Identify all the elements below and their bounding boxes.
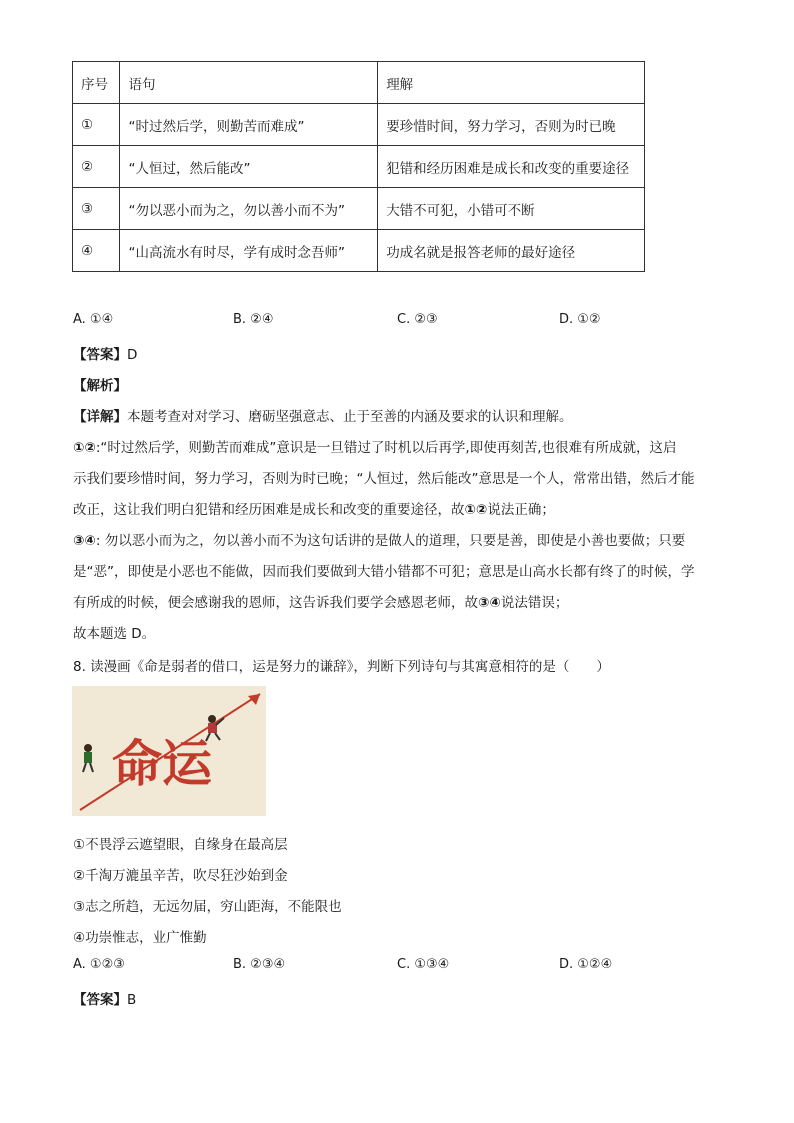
answer-tag: 【答案】 — [73, 992, 127, 1008]
q8-answer — [73, 988, 136, 1008]
cartoon-image — [72, 686, 266, 816]
table-row — [73, 146, 645, 188]
item-ref: ③④ — [73, 533, 96, 549]
answer-value: B — [127, 992, 137, 1008]
explanation-line — [73, 529, 685, 549]
table-header: 序号 — [73, 62, 120, 104]
conclusion: 故本题选 D。 — [73, 626, 156, 642]
table-cell: “人恒过，然后能改” — [120, 146, 378, 188]
option-b: B. ②③④ — [233, 957, 286, 972]
explanation-text: 改正，这让我们明白犯错和经历困难是成长和改变的重要途径，故 — [73, 502, 465, 518]
table-cell: 大错不可犯，小错可不断 — [378, 188, 645, 230]
sentence-table — [72, 61, 645, 272]
table-cell: ③ — [73, 188, 120, 230]
poem-item: ①不畏浮云遮望眼，自缘身在最高层 — [73, 837, 288, 853]
cartoon-text: 命运 — [112, 735, 212, 793]
table-header: 语句 — [120, 62, 378, 104]
q8-stem: 8. 读漫画《命是弱者的借口，运是努力的谦辞》，判断下列诗句与其寓意相符的是（ ） — [73, 659, 610, 675]
q8-options — [73, 957, 713, 977]
table-cell: ④ — [73, 230, 120, 272]
explanation-line — [73, 591, 568, 611]
table-row — [73, 230, 645, 272]
option-c: C. ②③ — [397, 312, 438, 327]
item-ref: ①② — [464, 502, 488, 518]
poem-item: ②千淘万漉虽辛苦，吹尽狂沙始到金 — [73, 868, 288, 884]
explanation-line — [73, 436, 677, 456]
q7-detail — [73, 405, 573, 425]
table-cell: 要珍惜时间，努力学习，否则为时已晚 — [378, 104, 645, 146]
item-ref: ③④ — [478, 595, 501, 611]
table-cell: 功成名就是报答老师的最好途径 — [378, 230, 645, 272]
table-cell: ② — [73, 146, 120, 188]
table-header: 理解 — [378, 62, 645, 104]
explanation-text: 有所成的时候，便会感谢我的恩师，这告诉我们要学会感恩老师，故 — [73, 595, 478, 611]
option-c: C. ①③④ — [397, 957, 450, 972]
explanation-text: :“时过然后学，则勤苦而难成”意识是一旦错过了时机以后再学,即使再刻苦,也很难有所成就，这启 — [95, 440, 677, 456]
table-header-row — [73, 62, 645, 104]
explanation-text: : 勿以恶小而为之，勿以善小而不为这句话讲的是做人的道理，只要是善，即使是小善也要做；只要 — [95, 533, 686, 549]
table-row — [73, 104, 645, 146]
option-a: A. ①②③ — [73, 957, 125, 972]
option-d: D. ①② — [559, 312, 601, 327]
q7-options — [73, 312, 713, 332]
item-ref: ①② — [73, 440, 96, 456]
answer-value: D — [127, 347, 138, 363]
explanation-line — [73, 498, 555, 518]
table-row — [73, 188, 645, 230]
explanation-text: 说法正确； — [487, 502, 555, 518]
option-d: D. ①②④ — [559, 957, 613, 972]
detail-text: 本题考查对对学习、磨砺坚强意志、止于至善的内涵及要求的认识和理解。 — [127, 409, 573, 425]
table-cell: ① — [73, 104, 120, 146]
option-b: B. ②④ — [233, 312, 274, 327]
explanation-line: 是“恶”，即使是小恶也不能做，因而我们要做到大错小错都不可犯；意思是山高水长都有终了的时候，学 — [73, 564, 695, 580]
detail-tag: 【详解】 — [73, 409, 127, 425]
option-a: A. ①④ — [73, 312, 114, 327]
table-cell: “勿以恶小而为之，勿以善小而不为” — [120, 188, 378, 230]
table-cell: “山高流水有时尽，学有成时念吾师” — [120, 230, 378, 272]
q7-analysis-tag — [73, 374, 127, 394]
answer-tag: 【答案】 — [73, 347, 127, 363]
explanation-text: 说法错误； — [500, 595, 569, 611]
table-cell: 犯错和经历困难是成长和改变的重要途径 — [378, 146, 645, 188]
analysis-tag: 【解析】 — [73, 378, 127, 394]
poem-item: ④功崇惟志，业广惟勤 — [73, 930, 207, 946]
poem-item: ③志之所趋，无远勿届，穷山距海，不能限也 — [73, 899, 342, 915]
q7-answer — [73, 343, 137, 363]
table-cell: “时过然后学，则勤苦而难成” — [120, 104, 378, 146]
explanation-line: 示我们要珍惜时间，努力学习，否则为时已晚；“人恒过，然后能改”意思是一个人，常常出错，然后才能 — [73, 471, 695, 487]
